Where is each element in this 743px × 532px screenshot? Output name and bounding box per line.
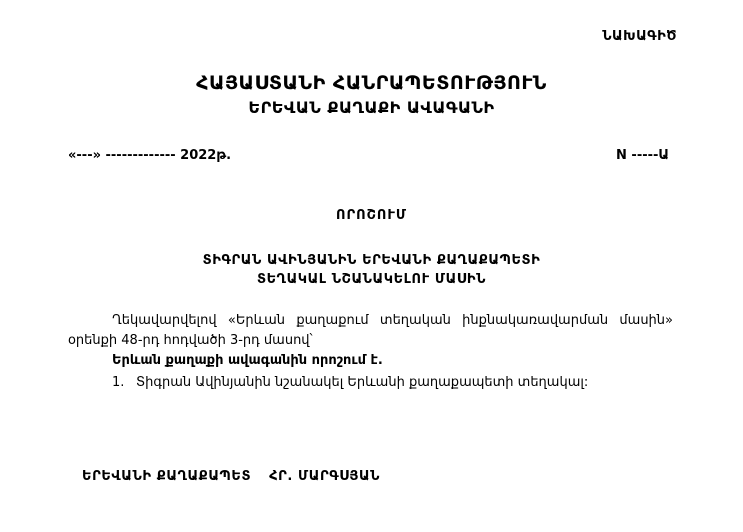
decision-item (112, 375, 588, 390)
decision-title: ՈՐՈՇՈՒՄ (336, 208, 407, 223)
date-line: «---» ------------- 2022թ. (68, 148, 232, 163)
subject-line-2: ՏԵՂԱԿԱԼ ՆՇԱՆԱԿԵԼՈՒ ՄԱՍԻՆ (256, 272, 486, 287)
signature-block (82, 469, 380, 484)
signature-title: ԵՐԵՎԱՆԻ ՔԱՂԱՔԱՊԵՏ (82, 469, 252, 484)
preamble-line-2: օրենքի 48-րդ հոդվածի 3-րդ մասով՝ (68, 333, 313, 348)
signature-name: ՀՐ. ՄԱՐԳՍՅԱՆ (269, 469, 381, 484)
republic-title: ՀԱՅԱՍՏԱՆԻ ՀԱՆՐԱՊԵՏՈՒԹՅՈՒՆ (196, 72, 547, 94)
city-council-title: ԵՐԵՎԱՆ ՔԱՂԱՔԻ ԱՎԱԳԱՆԻ (248, 98, 495, 117)
item-number: 1. (112, 375, 125, 390)
council-decides-line: Երևան քաղաքի ավագանին որոշում է. (112, 353, 383, 368)
draft-label: ՆԱԽԱԳԻԾ (602, 29, 677, 44)
document-number: N -----Ա (616, 148, 669, 163)
preamble-line-1: Ղեկավարվելով «Երևան քաղաքում տեղական ինքնակառավարման մասին» (112, 313, 673, 328)
subject-line-1: ՏԻԳՐԱՆ ԱՎԻՆՅԱՆԻՆ ԵՐԵՎԱՆԻ ՔԱՂԱՔԱՊԵՏԻ (202, 253, 541, 268)
item-text: Տիգրան Ավինյանին նշանակել Երևանի քաղաքապետի տեղակալ: (136, 375, 589, 390)
